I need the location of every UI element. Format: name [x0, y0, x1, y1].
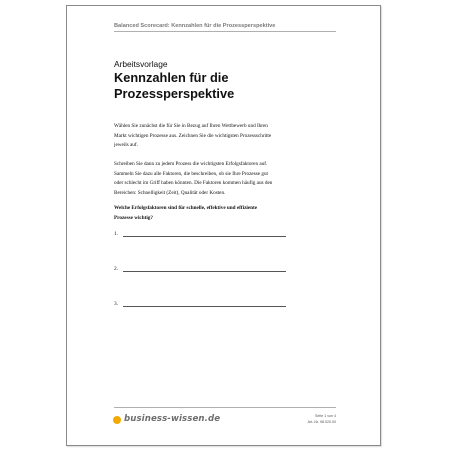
- paragraph-line: Bereichen: Schnelligkeit (Zeit), Qualität oder Kosten.: [114, 189, 226, 196]
- page-title-line: Prozessperspektive: [114, 86, 235, 101]
- footer-divider: [114, 407, 336, 408]
- question-line: Prozesse wichtig?: [114, 214, 153, 221]
- question-line: Welche Erfolgsfaktoren sind für schnelle, effektive und effiziente: [114, 205, 258, 211]
- document-overline: Arbeitsvorlage: [114, 59, 168, 69]
- paragraph-line: jeweils auf.: [114, 142, 138, 149]
- answer-number: 2.: [114, 266, 119, 272]
- answer-line[interactable]: [123, 271, 286, 272]
- running-header: Balanced Scorecard: Kennzahlen für die Prozessperspektive: [114, 23, 276, 29]
- paragraph-line: Schreiben Sie dann zu jedem Prozess die wichtigsten Erfolgsfaktoren auf.: [114, 161, 268, 167]
- page-number: Seite 1 von 4: [315, 414, 336, 418]
- brand-logo: [113, 415, 233, 425]
- paragraph-line: Markt wichtigen Prozesse aus. Zeichnen Sie die wichtigsten Prozessschritte: [114, 132, 272, 139]
- page-title: [114, 70, 354, 102]
- brand-logo-text: business-wissen.de: [124, 414, 221, 424]
- answer-line[interactable]: [123, 236, 286, 237]
- answer-field-3[interactable]: [114, 300, 294, 308]
- header-divider: [114, 31, 336, 32]
- document-page: [66, 5, 381, 446]
- orange-dot-icon: [113, 416, 121, 424]
- footer-meta: [287, 413, 336, 425]
- answer-field-2[interactable]: [114, 265, 294, 273]
- question-heading: [114, 204, 350, 223]
- instruction-paragraph: [114, 160, 350, 198]
- article-number: Art.-Nr. 98.020.00: [307, 420, 336, 424]
- answer-line[interactable]: [123, 306, 286, 307]
- answer-number: 1.: [114, 231, 119, 237]
- paragraph-line: Wählen Sie zunächst die für Sie in Bezug auf Ihren Wettbewerb und Ihren: [114, 123, 268, 129]
- paragraph-line: Sammeln Sie dazu alle Faktoren, die beschreiben, ob sie Ihre Prozesse gut: [114, 170, 268, 177]
- paragraph-line: oder schlecht im Griff haben könnten. Die Faktoren kommen häufig aus den: [114, 180, 273, 187]
- answer-number: 3.: [114, 301, 119, 307]
- answer-field-1[interactable]: [114, 230, 294, 238]
- intro-paragraph: [114, 122, 350, 151]
- page-title-line: Kennzahlen für die: [114, 70, 229, 85]
